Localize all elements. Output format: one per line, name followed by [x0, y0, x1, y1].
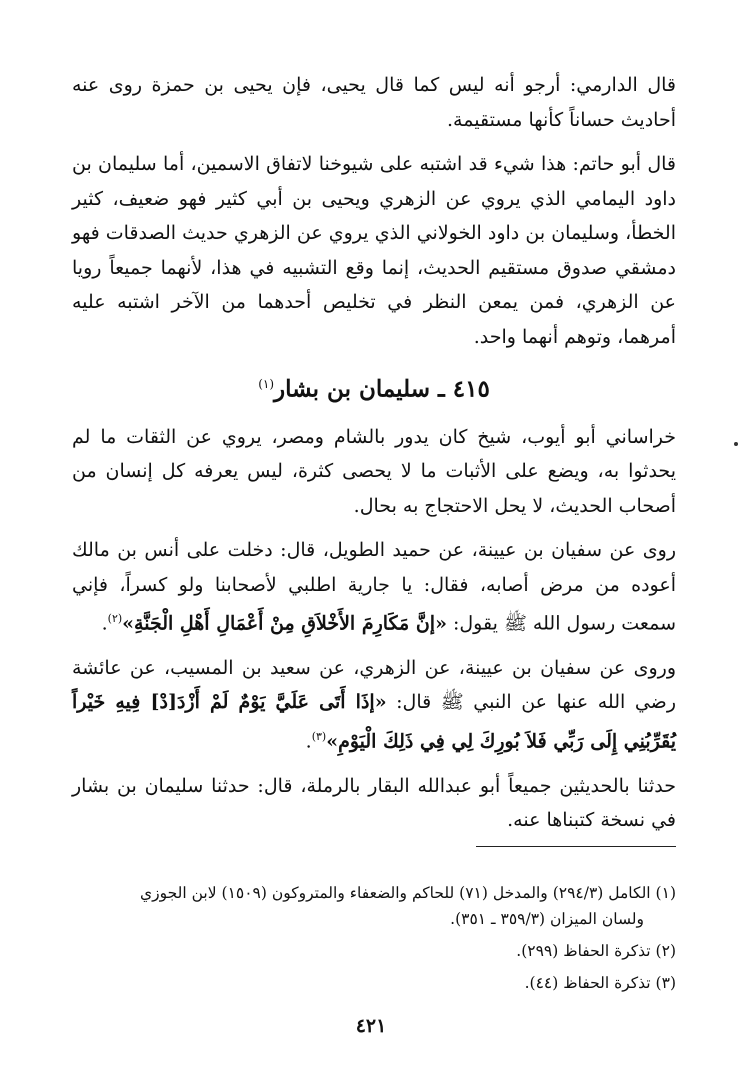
paragraph-closing: حدثنا بالحديثين جميعاً أبو عبدالله البقار بالرملة، قال: حدثنا سليمان بن بشار في نسخة كتبناها عنه. [72, 774, 676, 832]
footnote-divider [476, 846, 676, 847]
footnote-1-line1: الكامل (٢٩٤/٣) والمدخل (٧١) للحاكم والضعفاء والمتروكون (١٥٠٩) لابن الجوزي [140, 884, 651, 902]
main-text [72, 68, 676, 848]
footnote-3-number: (٣) [655, 974, 676, 992]
footnote-2-line1: تذكرة الحفاظ (٢٩٩). [516, 942, 651, 960]
footnote-1 [72, 880, 676, 932]
entry-heading-ref: (١) [258, 377, 275, 391]
hadith-2-text: وروى عن سفيان بن عيينة، عن الزهري، عن سعيد بن المسيب، عن عائشة رضي الله عنها عن النبي ﷺ قال: [72, 656, 676, 714]
hadith-2-quote: «إذَا أَتَى عَلَيَّ يَوْمٌ لَمْ أَزْدَ[دْ] فِيهِ خَيْراً يُقَرِّبُنِي إِلَى رَبِّي فَلاَ بُورِكَ لِي فِي ذَلِكَ الْيَوْمِ» [72, 691, 676, 753]
hadith-2-end: . [305, 730, 312, 753]
margin-dot [734, 442, 738, 446]
footnote-3 [72, 970, 676, 996]
footnote-1-line2: ولسان الميزان (٣٥٩/٣ ـ ٣٥١). [450, 910, 644, 928]
paragraph-intro: خراساني أبو أيوب، شيخ كان يدور بالشام ومصر، يروي عن الثقات ما لم يحدثوا به، ويضع على الأثبات ما لا يحصى كثرة، ليس يعرفه كل إنسان من أصحاب الحديث، لا يحل الاحتجاج به بحال. [72, 425, 676, 517]
hadith-1-ref: (٢) [107, 612, 123, 626]
hadith-1-end: . [101, 612, 108, 635]
entry-heading-text: ٤١٥ ـ سليمان بن بشار [274, 375, 490, 403]
footnote-3-line1: تذكرة الحفاظ (٤٤). [524, 974, 651, 992]
footnote-1-number: (١) [655, 884, 676, 902]
footnote-2 [72, 938, 676, 964]
paragraph-abu-hatim: قال أبو حاتم: هذا شيء قد اشتبه على شيوخنا لاتفاق الاسمين، أما سليمان بن داود اليمامي الذي يروي عن الزهري ويحيى بن أبي كثير فهو ضعيف، كثير الخطأ، وسليمان بن داود الخولاني الذي يروي عن الزهري حديث الصدقات فهو دمشقي صدوق مستقيم الحديث، إنما وقع التشبيه في هذا، لأنهما جميعاً رويا عن الزهري، فمن يمعن النظر في تخليص أحدهما من الآخر اشتبه عليه أمرهما، وتوهم أنهما واحد. [72, 153, 676, 348]
footnotes [72, 880, 676, 1002]
hadith-2-ref: (٣) [311, 729, 327, 743]
hadith-1-quote: «إنَّ مَكَارِمَ الأَخْلاَقِ مِنْ أَعْمَالِ أَهْلِ الْجَنَّةِ» [122, 612, 447, 635]
paragraph-hadith-1 [72, 533, 676, 641]
paragraph-hadith-2 [72, 651, 676, 759]
entry-heading [72, 366, 676, 408]
footnote-2-number: (٢) [655, 942, 676, 960]
page-number: ٤٢١ [355, 1015, 387, 1037]
hadith-1-text: روى عن سفيان بن عيينة، عن حميد الطويل، قال: دخلت على أنس بن مالك أعوده من مرض أصابه، فقال: يا جارية اطلبي لأصحابنا ولو كسراً، فإني سمعت رسول الله ﷺ يقول: [72, 539, 676, 635]
paragraph-darimi: قال الدارمي: أرجو أنه ليس كما قال يحيى، فإن يحيى بن حمزة روى عنه أحاديث حساناً كأنها مستقيمة. [72, 74, 676, 131]
